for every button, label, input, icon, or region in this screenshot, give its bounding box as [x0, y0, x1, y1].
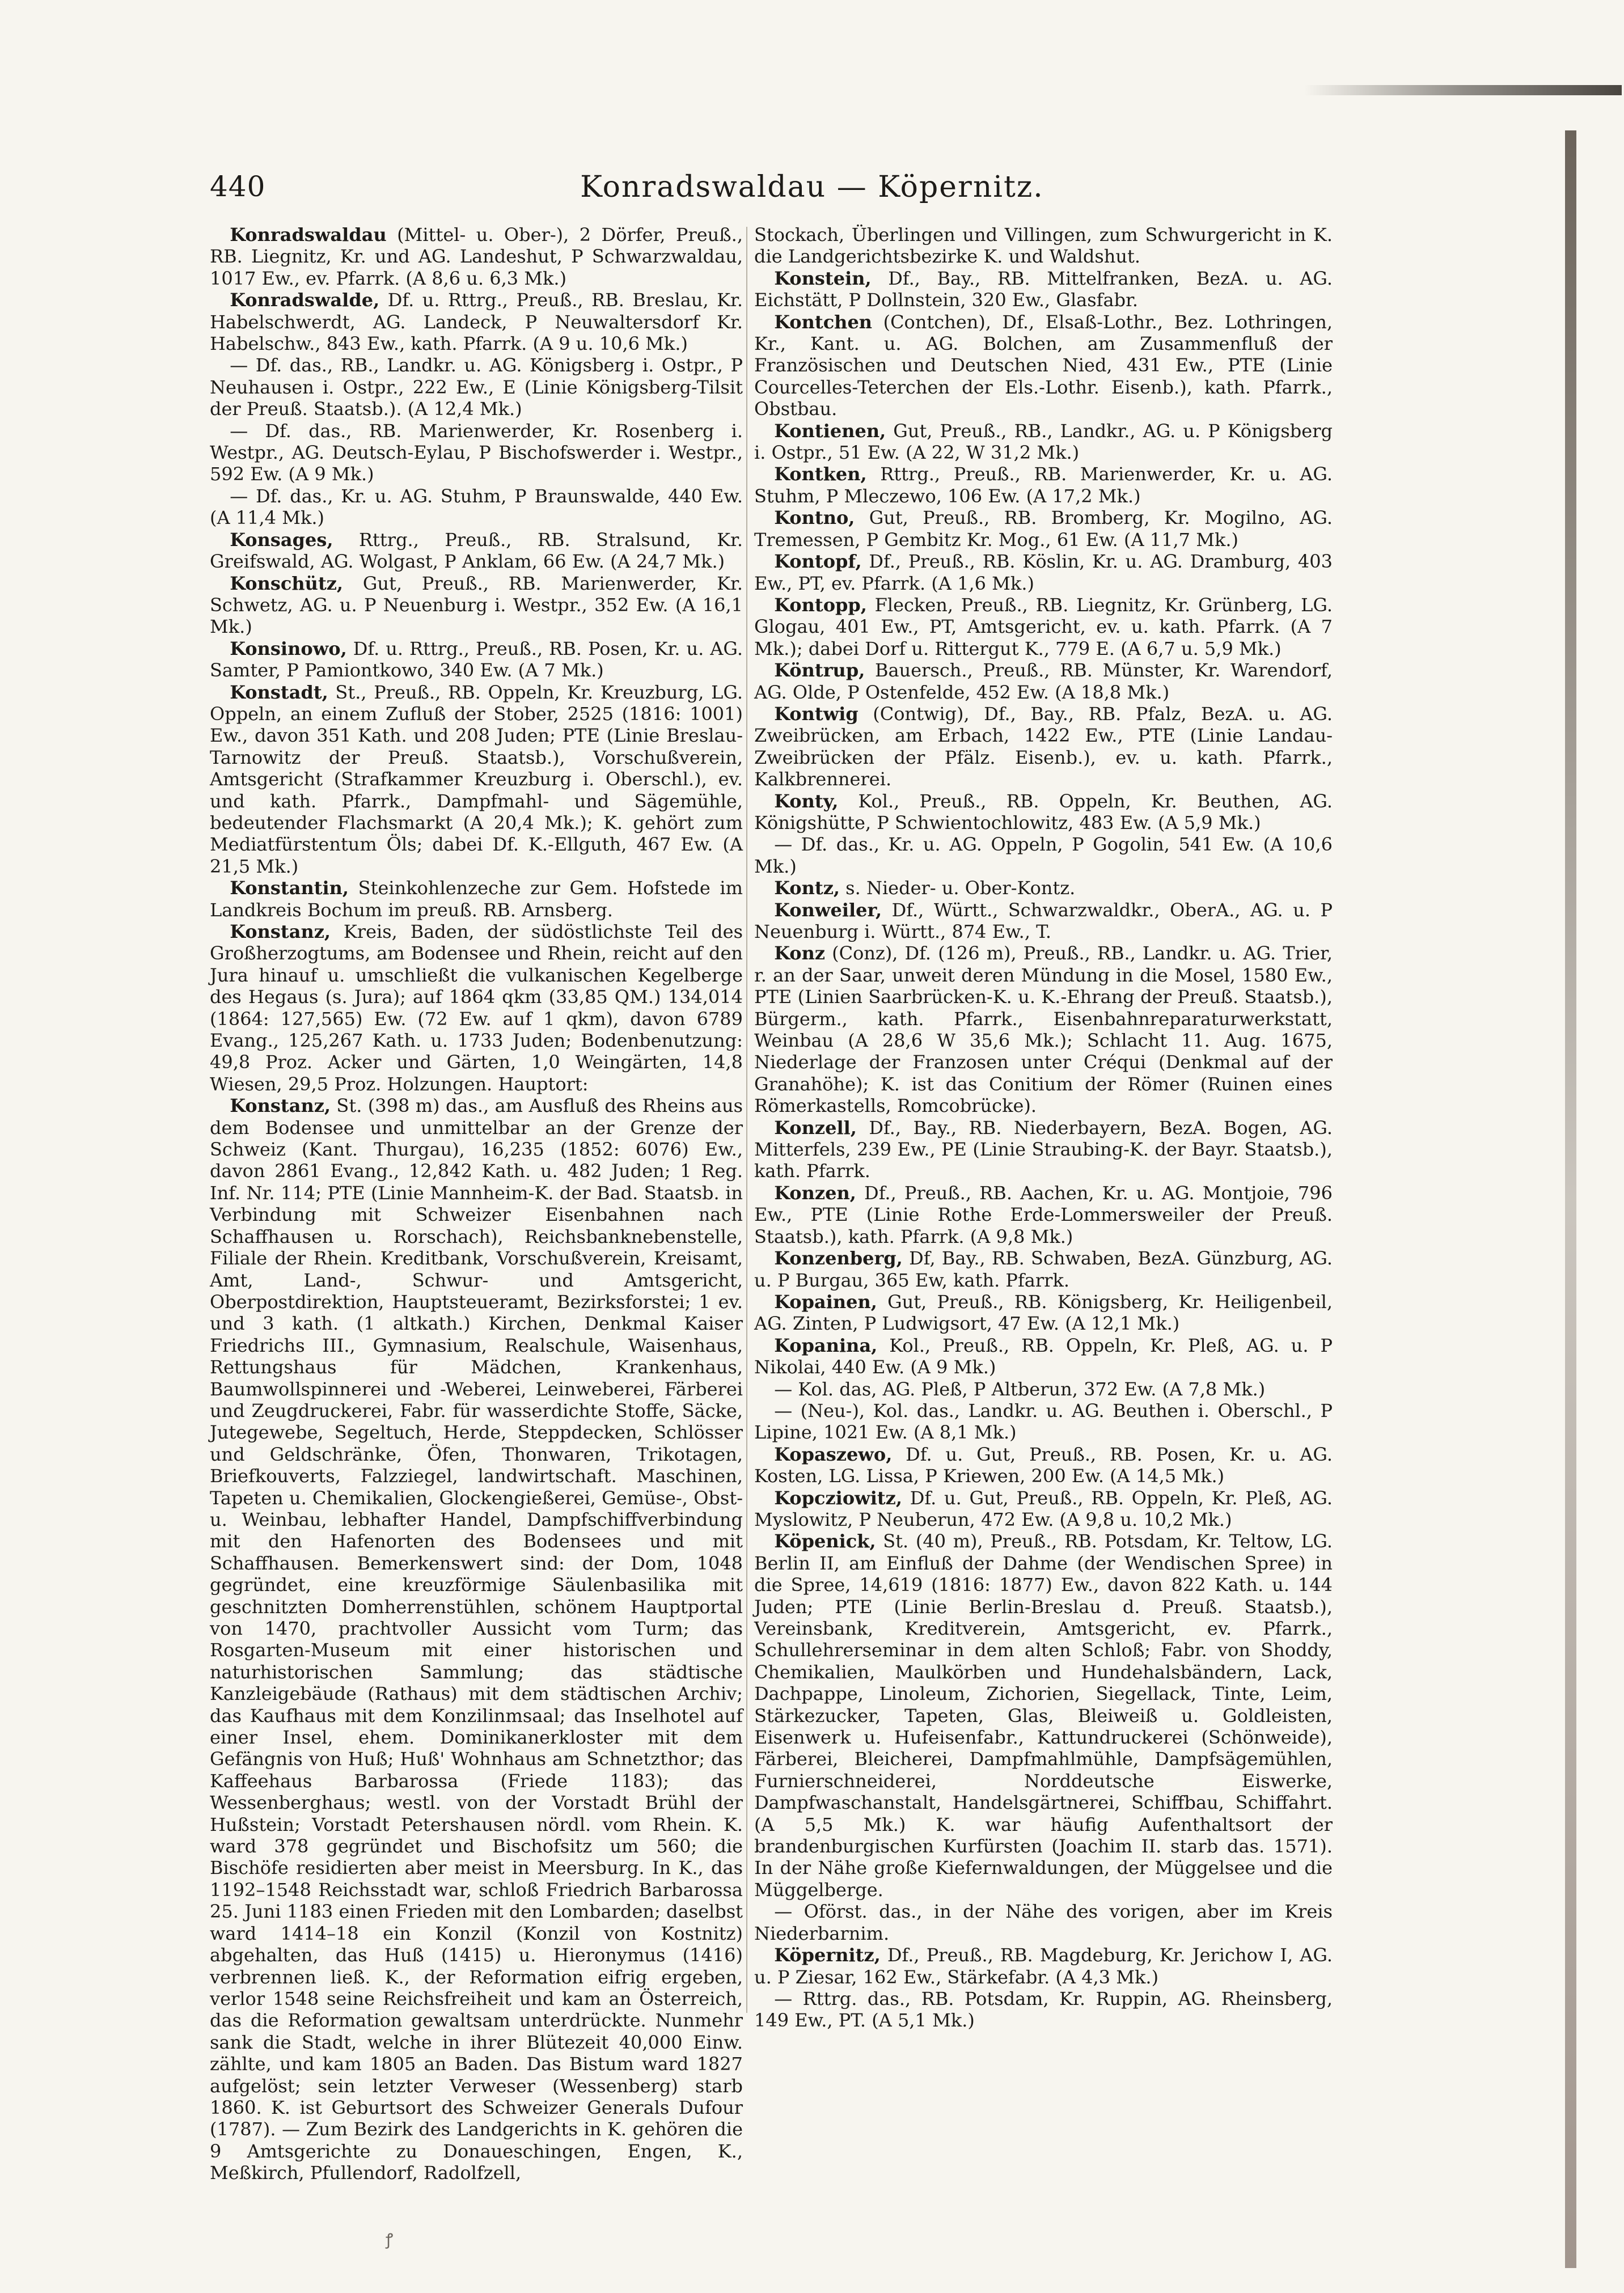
- entry-headword: Köpernitz,: [774, 1944, 881, 1966]
- entry-text: Df. u. Rttrg., Preuß., RB. Posen, Kr. u. AG. Samter, P Pamiontkowo, 340 Ew. (A 7 Mk.): [210, 637, 743, 682]
- entry-headword: Konweiler,: [774, 899, 882, 921]
- dictionary-entry: [210, 485, 743, 529]
- entry-headword: Konsinowo,: [230, 637, 347, 659]
- entry-text: — Rttrg. das., RB. Potsdam, Kr. Ruppin, AG. Rheinsberg, 149 Ew., PT. (A 5,1 Mk.): [754, 1987, 1333, 2032]
- entry-text: — Df. das., Kr. u. AG. Oppeln, P Gogolin, 541 Ew. (A 10,6 Mk.): [754, 834, 1333, 877]
- entry-headword: Kopainen,: [774, 1291, 877, 1313]
- running-title: Konradswaldau — Köpernitz.: [580, 170, 1044, 204]
- entry-text: Df. u. Rttrg., Preuß., RB. Breslau, Kr. Habelschwerdt, AG. Landeck, P Neuwaltersdorf Kr. Habelschw., 843 Ew., kath. Pfarrk. (A 9 u. 10,6 Mk.): [210, 289, 743, 355]
- entry-text: Df., Preuß., RB. Magdeburg, Kr. Jerichow I, AG. u. P Ziesar, 162 Ew., Stärkefabr. (A 4,3 Mk.): [754, 1944, 1333, 1988]
- dictionary-entry: [754, 1530, 1333, 1901]
- entry-headword: Kopaszewo,: [774, 1443, 893, 1465]
- entry-text: St. (398 m) das., am Ausfluß des Rheins aus dem Bodensee und unmittelbar an der Grenze der Schweiz (Kant. Thurgau), 16,235 (1852: 6076) Ew., davon 2861 Evang., 12,842 Kath. u. 482 Juden; 1 Reg. Inf. Nr. 114; PTE (Linie Mannheim-K. der Bad. Staatsb. in Verbindung mit Schweizer Eisenbahnen nach Schaffhausen u. Rorschach), Reichsbanknebenstelle, Filiale der Rhein. Kreditbank, Vorschußverein, Kreisamt, Amt, Land-, Schwur- und Amtsgericht, Oberpostdirektion, Hauptsteueramt, Bezirksforstei; 1 ev. und 3 kath. (1 altkath.) Kirchen, Denkmal Kaiser Friedrichs III., Gymnasium, Realschule, Waisenhaus, Rettungshaus für Mädchen, Krankenhaus, Baumwollspinnerei und -Weberei, Leinweberei, Färberei und Zeugdruckerei, Fabr. für wasserdichte Stoffe, Säcke, Jutegewebe, Segeltuch, Herde, Steppdecken, Schlösser und Geldschränke, Öfen, Thonwaren, Trikotagen, Briefkouverts, Falzziegel, landwirtschaft. Maschinen, Tapeten u. Chemikalien, Glockengießerei, Gemüse-, Obst- u. Weinbau, lebhafter Handel, Dampfschiffverbindung mit den Hafenorten des Bodensees und mit Schaffhausen. Bemerkenswert sind: der Dom, 1048 gegründet, eine kreuzförmige Säulenbasilika mit geschnitzten Domherrenstühlen, schönem Hauptportal von 1470, prachtvoller Aussicht vom Turm; das Rosgarten-Museum mit einer historischen und naturhistorischen Sammlung; das städtische Kanzleigebäude (Rathaus) mit dem städtischen Archiv; das Kaufhaus mit dem Konzilinmsaal; das Inselhotel auf einer Insel, ehem. Dominikanerkloster mit dem Gefängnis von Huß; Huß' Wohnhaus am Schnetzthor; das Kaffeehaus Barbarossa (Friede 1183); das Wessenberghaus; westl. von der Vorstadt Brühl der Hußstein; Vorstadt Petershausen nördl. vom Rhein. K. ward 378 gegründet und Bischofsitz um 560; die Bischöfe residierten aber meist in Meersburg. In K., das 1192–1548 Reichsstadt war, schloß Friedrich Barbarossa 25. Juni 1183 einen Frieden mit den Lombarden; daselbst ward 1414–18 ein Konzil (Konzil von Kostnitz) abgehalten, das Huß (1415) u. Hieronymus (1416) verbrennen ließ. K., der Reformation eifrig ergeben, verlor 1548 seine Reichsfreiheit und kam an Österreich, das die Reformation gewaltsam unterdrückte. Nunmehr sank die Stadt, welche in ihrer Blütezeit 40,000 Einw. zählte, und kam 1805 an Baden. Das Bistum ward 1827 aufgelöst; sein letzter Verweser (Wessenberg) starb 1860. K. ist Geburtsort des Schweizer Generals Dufour (1787). — Zum Bezirk des Landgerichts in K. gehören die 9 Amtsgerichte zu Donaueschingen, Engen, K., Meßkirch, Pfullendorf, Radolfzell,: [210, 1095, 743, 2184]
- entry-headword: Köpenick,: [774, 1530, 876, 1552]
- entry-text: (Contchen), Df., Elsaß-Lothr., Bez. Lothringen, Kr., Kant. u. AG. Bolchen, am Zusammenfluß der Französischen und Deutschen Nied, 431 Ew., PTE (Linie Courcelles-Teterchen der Els.-Lothr. Eisenb.), kath. Pfarrk., Obstbau.: [754, 311, 1333, 420]
- dictionary-entry: [754, 1335, 1333, 1378]
- page-number: 440: [210, 170, 266, 203]
- entry-headword: Kontopp,: [774, 594, 867, 616]
- entry-text: (Conz), Df. (126 m), Preuß., RB., Landkr. u. AG. Trier, r. an der Saar, unweit deren Mündung in die Mosel, 1580 Ew., PTE (Linien Saarbrücken-K. u. K.-Ehrang der Preuß. Staatsb.), Bürgerm., kath. Pfarrk., Eisenbahnreparaturwerkstatt, Weinbau (A 28,6 W 35,6 Mk.); Schlacht 11. Aug. 1675, Niederlage der Franzosen unter Créqui (Denkmal auf der Granahöhe); K. ist das Conitium der Römer (Ruinen eines Römerkastells, Romcobrücke).: [754, 942, 1333, 1117]
- entry-text: Df. u. Gut, Preuß., RB. Posen, Kr. u. AG. Kosten, LG. Lissa, P Kriewen, 200 Ew. (A 14,5 Mk.): [754, 1443, 1333, 1487]
- entry-text: Bauersch., Preuß., RB. Münster, Kr. Warendorf, AG. Olde, P Ostenfelde, 452 Ew. (A 18,8 Mk.): [754, 659, 1333, 703]
- entry-text: Gut, Preuß., RB., Landkr., AG. u. P Königsberg i. Ostpr., 51 Ew. (A 22, W 31,2 Mk.): [754, 420, 1333, 464]
- entry-text: Gut, Preuß., RB. Königsberg, Kr. Heiligenbeil, AG. Zinten, P Ludwigsort, 47 Ew. (A 12,1 Mk.): [754, 1291, 1333, 1335]
- entry-text: Df, Bay., RB. Schwaben, BezA. Günzburg, AG. u. P Burgau, 365 Ew, kath. Pfarrk.: [754, 1247, 1333, 1291]
- dictionary-entry: [754, 268, 1333, 311]
- entry-text: Rttrg., Preuß., RB. Marienwerder, Kr. u. AG. Stuhm, P Mleczewo, 106 Ew. (A 17,2 Mk.): [754, 463, 1333, 507]
- entry-headword: Kontno,: [774, 507, 855, 529]
- entry-headword: Konradswaldau: [230, 224, 387, 246]
- dictionary-entry: [210, 877, 743, 921]
- entry-headword: Kontienen,: [774, 420, 886, 442]
- column-divider: [746, 227, 747, 2013]
- entry-text: Flecken, Preuß., RB. Liegnitz, Kr. Grünberg, LG. Glogau, 401 Ew., PT, Amtsgericht, ev. u. kath. Pfarrk. (A 7 Mk.); dabei Dorf u. Rittergut K., 779 E. (A 6,7 u. 5,9 Mk.): [754, 594, 1333, 659]
- dictionary-entry: [754, 703, 1333, 790]
- dictionary-entry: [210, 682, 743, 878]
- entry-text: Gut, Preuß., RB. Bromberg, Kr. Mogilno, AG. Tremessen, P Gembitz Kr. Mog., 61 Ew. (A 11,7 Mk.): [754, 507, 1333, 551]
- entry-text: St., Preuß., RB. Oppeln, Kr. Kreuzburg, LG. Oppeln, an einem Zufluß der Stober, 2525 (1816: 1001) Ew., davon 351 Kath. und 208 Juden; PTE (Linie Breslau-Tarnowitz der Preuß. Staatsb.), Vorschußverein, Amtsgericht (Strafkammer Kreuzburg i. Oberschl.), ev. und kath. Pfarrk., Dampfmahl- und Sägemühle, bedeutender Flachsmarkt (A 20,4 Mk.); K. gehört zum Mediatfürstentum Öls; dabei Df. K.-Ellguth, 467 Ew. (A 21,5 Mk.): [210, 681, 743, 877]
- entry-headword: Konstanz,: [230, 1095, 331, 1117]
- entry-text: Steinkohlenzeche zur Gem. Hofstede im Landkreis Bochum im preuß. RB. Arnsberg.: [210, 877, 743, 921]
- dictionary-entry: [210, 1095, 743, 2184]
- entry-headword: Konradswalde,: [230, 289, 380, 311]
- dictionary-entry: [210, 420, 743, 485]
- dictionary-entry: [754, 942, 1333, 1116]
- dictionary-entry: [210, 573, 743, 638]
- dictionary-entry: [754, 899, 1333, 943]
- entry-text: Df. u. Gut, Preuß., RB. Oppeln, Kr. Pleß, AG. Myslowitz, P Neuberun, 472 Ew. (A 9,8 u. 10,2 Mk.): [754, 1487, 1333, 1530]
- dictionary-entry: [754, 1444, 1333, 1487]
- scan-edge-shadow-top: [1304, 85, 1622, 95]
- right-column: [754, 224, 1333, 2032]
- entry-text: (Contwig), Df., Bay., RB. Pfalz, BezA. u. AG. Zweibrücken, am Erbach, 1422 Ew., PTE (Linie Landau-Zweibrücken der Pfälz. Eisenb.), ev. u. kath. Pfarrk., Kalkbrennerei.: [754, 703, 1333, 790]
- entry-text: — Oförst. das., in der Nähe des vorigen, aber im Kreis Niederbarnim.: [754, 1901, 1333, 1944]
- entry-text: St. (40 m), Preuß., RB. Potsdam, Kr. Teltow, LG. Berlin II, am Einfluß der Dahme (der Wendischen Spree) in die Spree, 14,619 (1816: 1877) Ew., davon 822 Kath. u. 144 Juden; PTE (Linie Berlin-Breslau d. Preuß. Staatsb.), Vereinsbank, Kreditverein, Amtsgericht, ev. Pfarrk., Schullehrerseminar in dem alten Schloß; Fabr. von Shoddy, Chemikalien, Maulkörben und Hundehalsbändern, Lack, Dachpappe, Linoleum, Zichorien, Siegellack, Tinte, Leim, Stärkezucker, Tapeten, Glas, Bleiweiß u. Goldleisten, Eisenwerk u. Hufeisenfabr., Kattundruckerei (Schönweide), Färberei, Bleicherei, Dampfmahlmühle, Dampfsägemühlen, Furnierschneiderei, Norddeutsche Eiswerke, Dampfwaschanstalt, Handelsgärtnerei, Schiffbau, Schiffahrt. (A 5,5 Mk.) K. war häufig Aufenthaltsort der brandenburgischen Kurfürsten (Joachim II. starb das. 1571). In der Nähe große Kiefernwaldungen, der Müggelsee und die Müggelberge.: [754, 1530, 1333, 1901]
- dictionary-entry: [210, 529, 743, 573]
- dictionary-entry: [210, 921, 743, 1095]
- dictionary-entry: [754, 507, 1333, 551]
- dictionary-entry: [754, 1378, 1333, 1400]
- entry-headword: Konzell,: [774, 1116, 857, 1139]
- dictionary-entry: [754, 790, 1333, 834]
- entry-text: — Df. das., Kr. u. AG. Stuhm, P Braunswalde, 440 Ew. (A 11,4 Mk.): [210, 485, 743, 529]
- entry-text: Stockach, Überlingen und Villingen, zum Schwurgericht in K. die Landgerichtsbezirke K. und Waldshut.: [754, 224, 1333, 268]
- entry-headword: Konstantin,: [230, 877, 349, 899]
- dictionary-entry: [754, 1988, 1333, 2032]
- dictionary-entry: [754, 224, 1333, 268]
- dictionary-entry: [210, 638, 743, 682]
- entry-headword: Konsages,: [230, 528, 333, 551]
- dictionary-entry: [754, 463, 1333, 507]
- entry-text: — Kol. das, AG. Pleß, P Altberun, 372 Ew. (A 7,8 Mk.): [774, 1378, 1266, 1400]
- dictionary-entry: [754, 877, 1333, 899]
- entry-text: Df., Württ., Schwarzwaldkr., OberA., AG. u. P Neuenburg i. Württ., 874 Ew., T.: [754, 899, 1333, 942]
- dictionary-entry: [754, 311, 1333, 420]
- entry-headword: Konschütz,: [230, 572, 344, 594]
- entry-headword: Kopanina,: [774, 1334, 878, 1356]
- entry-headword: Konstein,: [774, 267, 872, 289]
- entry-text: Df., Bay., RB. Mittelfranken, BezA. u. AG. Eichstätt, P Dollnstein, 320 Ew., Glasfabr.: [754, 267, 1333, 311]
- entry-headword: Konz: [774, 942, 826, 964]
- left-column: [210, 224, 743, 2184]
- dictionary-entry: [210, 289, 743, 354]
- entry-headword: Konstanz,: [230, 921, 331, 942]
- entry-text: — Df. das., RB. Marienwerder, Kr. Rosenberg i. Westpr., AG. Deutsch-Eylau, P Bischofswerder i. Westpr., 592 Ew. (A 9 Mk.): [210, 420, 743, 485]
- entry-text: Df., Preuß., RB. Aachen, Kr. u. AG. Montjoie, 796 Ew., PTE (Linie Rothe Erde-Lommersweiler der Preuß. Staatsb.), kath. Pfarrk. (A 9,8 Mk.): [754, 1182, 1333, 1247]
- entry-headword: Konzenberg,: [774, 1247, 903, 1270]
- dictionary-entry: [210, 224, 743, 289]
- entry-headword: Konzen,: [774, 1182, 856, 1204]
- dictionary-entry: [754, 594, 1333, 659]
- entry-text: Rttrg., Preuß., RB. Stralsund, Kr. Greifswald, AG. Wolgast, P Anklam, 66 Ew. (A 24,7 Mk.): [210, 528, 743, 573]
- dictionary-entry: [754, 1487, 1333, 1531]
- dictionary-entry: [210, 354, 743, 420]
- entry-headword: Konty,: [774, 790, 839, 812]
- entry-headword: Kontken,: [774, 463, 867, 485]
- dictionary-entry: [754, 834, 1333, 877]
- entry-text: s. Nieder- u. Ober-Kontz.: [840, 877, 1076, 899]
- dictionary-entry: [754, 1247, 1333, 1291]
- dictionary-entry: [754, 1901, 1333, 1944]
- dictionary-entry: [754, 551, 1333, 594]
- dictionary-entry: [754, 1944, 1333, 1988]
- ink-speck: ꝭ: [386, 2230, 394, 2249]
- scan-edge-shadow-right: [1565, 130, 1576, 2268]
- entry-headword: Kopcziowitz,: [774, 1487, 902, 1509]
- dictionary-entry: [754, 659, 1333, 703]
- entry-text: Df., Bay., RB. Niederbayern, BezA. Bogen, AG. Mitterfels, 239 Ew., PE (Linie Straubing-K. der Bayr. Staatsb.), kath. Pfarrk.: [754, 1116, 1333, 1182]
- entry-text: — Df. das., RB., Landkr. u. AG. Königsberg i. Ostpr., P Neuhausen i. Ostpr., 222 Ew., E (Linie Königsberg-Tilsit der Preuß. Staatsb.). (A 12,4 Mk.): [210, 354, 743, 420]
- dictionary-entry: [754, 420, 1333, 464]
- entry-text: Kreis, Baden, der südöstlichste Teil des Großherzogtums, am Bodensee und Rhein, reicht auf den Jura hinauf u. umschließt die vulkanischen Kegelberge des Hegaus (s. Jura); auf 1864 qkm (33,85 QM.) 134,014 (1864: 127,565) Ew. (72 Ew. auf 1 qkm), davon 6789 Evang., 125,267 Kath. u. 1733 Juden; Bodenbenutzung: 49,8 Proz. Acker und Gärten, 1,0 Weingärten, 14,8 Wiesen, 29,5 Proz. Holzungen. Hauptort:: [210, 921, 743, 1095]
- dictionary-entry: [754, 1182, 1333, 1247]
- entry-text: Kol., Preuß., RB. Oppeln, Kr. Beuthen, AG. Königshütte, P Schwientochlowitz, 483 Ew. (A 5,9 Mk.): [754, 790, 1333, 834]
- dictionary-entry: [754, 1400, 1333, 1444]
- dictionary-entry: [754, 1117, 1333, 1182]
- entry-text: (Mittel- u. Ober-), 2 Dörfer, Preuß., RB. Liegnitz, Kr. und AG. Landeshut, P Schwarzwaldau, 1017 Ew., ev. Pfarrk. (A 8,6 u. 6,3 Mk.): [210, 224, 743, 289]
- entry-headword: Kontwig: [774, 703, 858, 725]
- entry-headword: Kontchen: [774, 311, 873, 333]
- entry-headword: Kontz,: [774, 877, 840, 899]
- entry-headword: Konstadt,: [230, 681, 328, 703]
- entry-headword: Kontopf,: [774, 551, 862, 573]
- dictionary-entry: [754, 1291, 1333, 1335]
- entry-text: Kol., Preuß., RB. Oppeln, Kr. Pleß, AG. u. P Nikolai, 440 Ew. (A 9 Mk.): [754, 1334, 1333, 1378]
- entry-text: Gut, Preuß., RB. Marienwerder, Kr. Schwetz, AG. u. P Neuenburg i. Westpr., 352 Ew. (A 16,1 Mk.): [210, 572, 743, 638]
- entry-text: — (Neu-), Kol. das., Landkr. u. AG. Beuthen i. Oberschl., P Lipine, 1021 Ew. (A 8,1 Mk.): [754, 1399, 1333, 1444]
- entry-headword: Köntrup,: [774, 659, 865, 682]
- entry-text: Df., Preuß., RB. Köslin, Kr. u. AG. Dramburg, 403 Ew., PT, ev. Pfarrk. (A 1,6 Mk.): [754, 551, 1333, 594]
